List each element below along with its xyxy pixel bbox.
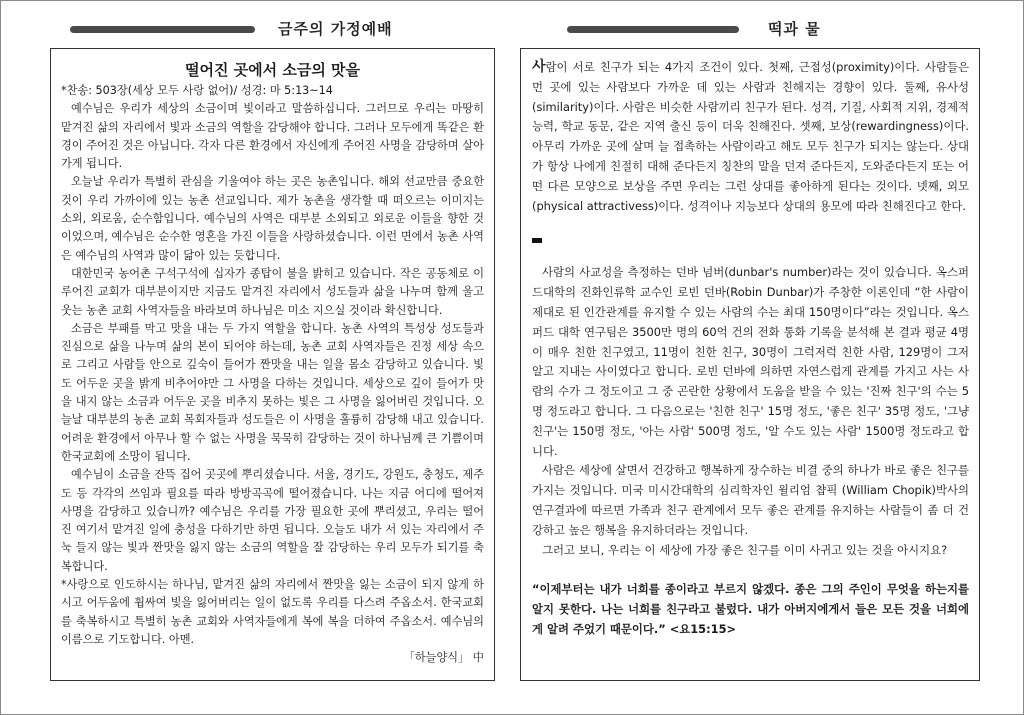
sermon-paragraph-4: 소금은 부패를 막고 맛을 내는 두 가지 역할을 합니다. 농촌 사역의 특성상 성도들과 진심으로 삶을 나누며 삶의 본이 되어야 하는데, 농촌 교회 사역자들은 진정 세상 속으로 그리고 사람들 안으로 깊숙이 들어가 짠맛을 내는 일을 몸소 감당하고 있습니다. 빛도 어두운 곳을 밝게 비추어야만 그 사명을 다하는 것입니다. 세상으로 깊이 들어가 맛을 내지 않는 소금과 어두운 곳을 비추지 못하는 빛은 그 사명을 잃어버린 것입니다. 오늘날 대부분의 농촌 교회 목회자들과 성도들은 이 사명을 훌륭히 감당해 내고 있습니다. 어려운 환경에서 아무나 할 수 없는 사명을 묵묵히 감당하는 것이 하나님께 큰 기쁨이며 한국교회에 소망이 됩니다. <box>61 321 484 463</box>
sermon-paragraph-3: 대한민국 농어촌 구석구석에 십자가 종탑이 불을 밝히고 있습니다. 작은 공동체로 이루어진 교회가 대부분이지만 지금도 맡겨진 자리에서 성도들과 삶을 나누며 함께 울고 웃는 농촌 교회 사역자들을 바라보며 하나님은 미소 지으실 것이라 확신합니다. <box>61 266 484 317</box>
header-left-bar <box>70 26 255 33</box>
header-right-bar <box>567 26 739 33</box>
bread-water-panel <box>520 48 980 681</box>
sermon-paragraph-1: 예수님은 우리가 세상의 소금이며 빛이라고 말씀하십니다. 그러므로 우리는 마땅히 맡겨진 삶의 자리에서 빛과 소금의 역할을 감당해야 합니다. 그러나 모두에게 똑같은 환경이 주어진 것은 아닙니다. 각자 다른 환경에서 자신에게 주어진 사명을 감당하며 살아가게 됩니다. <box>61 102 484 171</box>
sermon-body <box>61 82 484 668</box>
source-line <box>61 649 484 667</box>
section-marker <box>532 238 542 243</box>
essay-paragraph-4: 그러고 보니, 우리는 이 세상에 가장 좋은 친구를 이미 사귀고 있는 것을 아시지요? <box>542 542 948 557</box>
family-worship-panel <box>50 48 495 681</box>
scripture-quote: “이제부터는 내가 너희를 종이라고 부르지 않겠다. 종은 그의 주인이 무엇을 하는지를 알지 못한다. 나는 너희를 친구라고 불렀다. 내가 아버지에게서 들은 모든 것을 너희에게 알려 주었기 때문이다.” <요15:15> <box>532 582 969 636</box>
sermon-paragraph-2: 오늘날 우리가 특별히 관심을 기울여야 하는 곳은 농촌입니다. 해외 선교만큼 중요한 것이 우리 가까이에 있는 농촌 선교입니다. 제가 농촌을 생각할 때 떠오르는 이미지는 소외, 외로움, 순수함입니다. 예수님의 사역은 대부분 소외되고 외로운 이들을 향한 것이었으며, 예수님은 순수한 영혼을 가진 이들을 사랑하셨습니다. 이런 면에서 농촌 사역은 예수님의 사역과 많이 닮아 있는 듯합니다. <box>61 175 484 262</box>
prayer-paragraph: *사랑으로 인도하시는 하나님, 맡겨진 삶의 자리에서 짠맛을 잃는 소금이 되지 않게 하시고 어두움에 휩싸여 빛을 잃어버리는 일이 없도록 우리를 다스려 주옵소서. 한국교회를 축복하시고 특별히 농촌 교회와 사역자들에게 복에 복을 더하여 주옵소서. 예수님의 이름으로 기도합니다. 아멘. <box>61 578 484 646</box>
essay-body <box>532 58 969 640</box>
sermon-title: 떨어진 곳에서 소금의 맛을 <box>184 61 361 79</box>
essay-paragraph-3: 사람은 세상에 살면서 건강하고 행복하게 장수하는 비결 중의 하나가 바로 좋은 친구를 가지는 것입니다. 미국 미시간대학의 심리학자인 윌리엄 챱픽 (William Chopik)박사의 연구결과에 따르면 가족과 친구 관계에서 모두 좋은 관계를 유지하는 사람들이 좀 더 건강하고 높은 행복을 유지하더라는 것입니다. <box>532 463 969 537</box>
drop-cap: 사 <box>532 59 546 75</box>
hymn-scripture-line: *찬송: 503장(세상 모두 사랑 없어)/ 성경: 마 5:13~14 <box>61 84 333 97</box>
header-left-title: 금주의 가정예배 <box>278 20 393 38</box>
source-credit: 「하늘양식」 中 <box>403 651 484 665</box>
essay-paragraph-1: 사람이 서로 친구가 되는 4가지 조건이 있다. 첫째, 근접성(proximity)이다. 사람들은 먼 곳에 있는 사람보다 가까운 데 있는 사람과 친해지는 경향이 있다. 둘째, 유사성(similarity)이다. 사람은 비슷한 사람끼리 친구가 된다. 성격, 기질, 사회적 지위, 경제적 능력, 학교 동문, 같은 지역 출신 등이 더욱 친해진다. 셋째, 보상(rewardingness)이다. 아무리 가까운 곳에 살며 늘 접촉하는 사람이라고 해도 모두 친구가 되지는 않는다. 상대가 항상 나에게 친절히 대해 준다든지 칭찬의 말을 던져 준다든지, 도와준다든지 또는 어떤 다른 모양으로 보상을 주면 우리는 그런 상대를 좋아하게 된다는 것이다. 넷째, 외모(physical attractivess)이다. 성격이나 지능보다 상대의 용모에 따라 친해진다고 한다. <box>532 59 969 213</box>
sermon-paragraph-5: 예수님이 소금을 잔뜩 집어 곳곳에 뿌리셨습니다. 서울, 경기도, 강원도, 충청도, 제주도 등 각각의 쓰임과 필요를 따라 방방곡곡에 떨어졌습니다. 나는 지금 어디에 떨어져 사명을 감당하고 있습니까? 예수님은 우리를 가장 필요한 곳에 뿌리셨고, 우리는 떨어진 여기서 맡겨진 일에 충성을 다하기만 하면 됩니다. 오늘도 내가 서 있는 자리에서 주눅 들지 않는 빛과 짠맛을 잃지 않는 소금의 역할을 잘 감당하는 우리 모두가 되기를 축복합니다. <box>61 468 484 573</box>
header-right-title: 떡과 물 <box>768 20 821 38</box>
essay-paragraph-2: 사람의 사교성을 측정하는 던바 넘버(dunbar's number)라는 것이 있습니다. 옥스퍼드대학의 진화인류학 교수인 로빈 던바(Robin Dunbar)가 주창한 이론인데 “한 사람이 제대로 된 인간관계를 유지할 수 있는 사람의 수는 최대 150명이다”라는 것입니다. 옥스퍼드 대학 연구팀은 3500만 명의 60억 건의 전화 통화 기록을 분석해 본 결과 평균 4명이 매우 친한 친구였고, 11명이 친한 친구, 30명이 그럭저럭 친한 사람, 129명이 그저 알고 지내는 사이였다고 합니다. 로빈 던바에 의하면 자연스럽게 관계를 가지고 사는 사람의 수가 그 정도이고 그 중 곤란한 상황에서 도움을 받을 수 있는 '진짜 친구'의 수는 5명 정도라고 합니다. 그 다음으로는 '친한 친구' 15명 정도, '좋은 친구' 35명 정도, '그냥 친구'는 150명 정도, '아는 사람' 500명 정도, '알 수도 있는 사람' 1500명 정도라고 합니다. <box>532 265 969 458</box>
